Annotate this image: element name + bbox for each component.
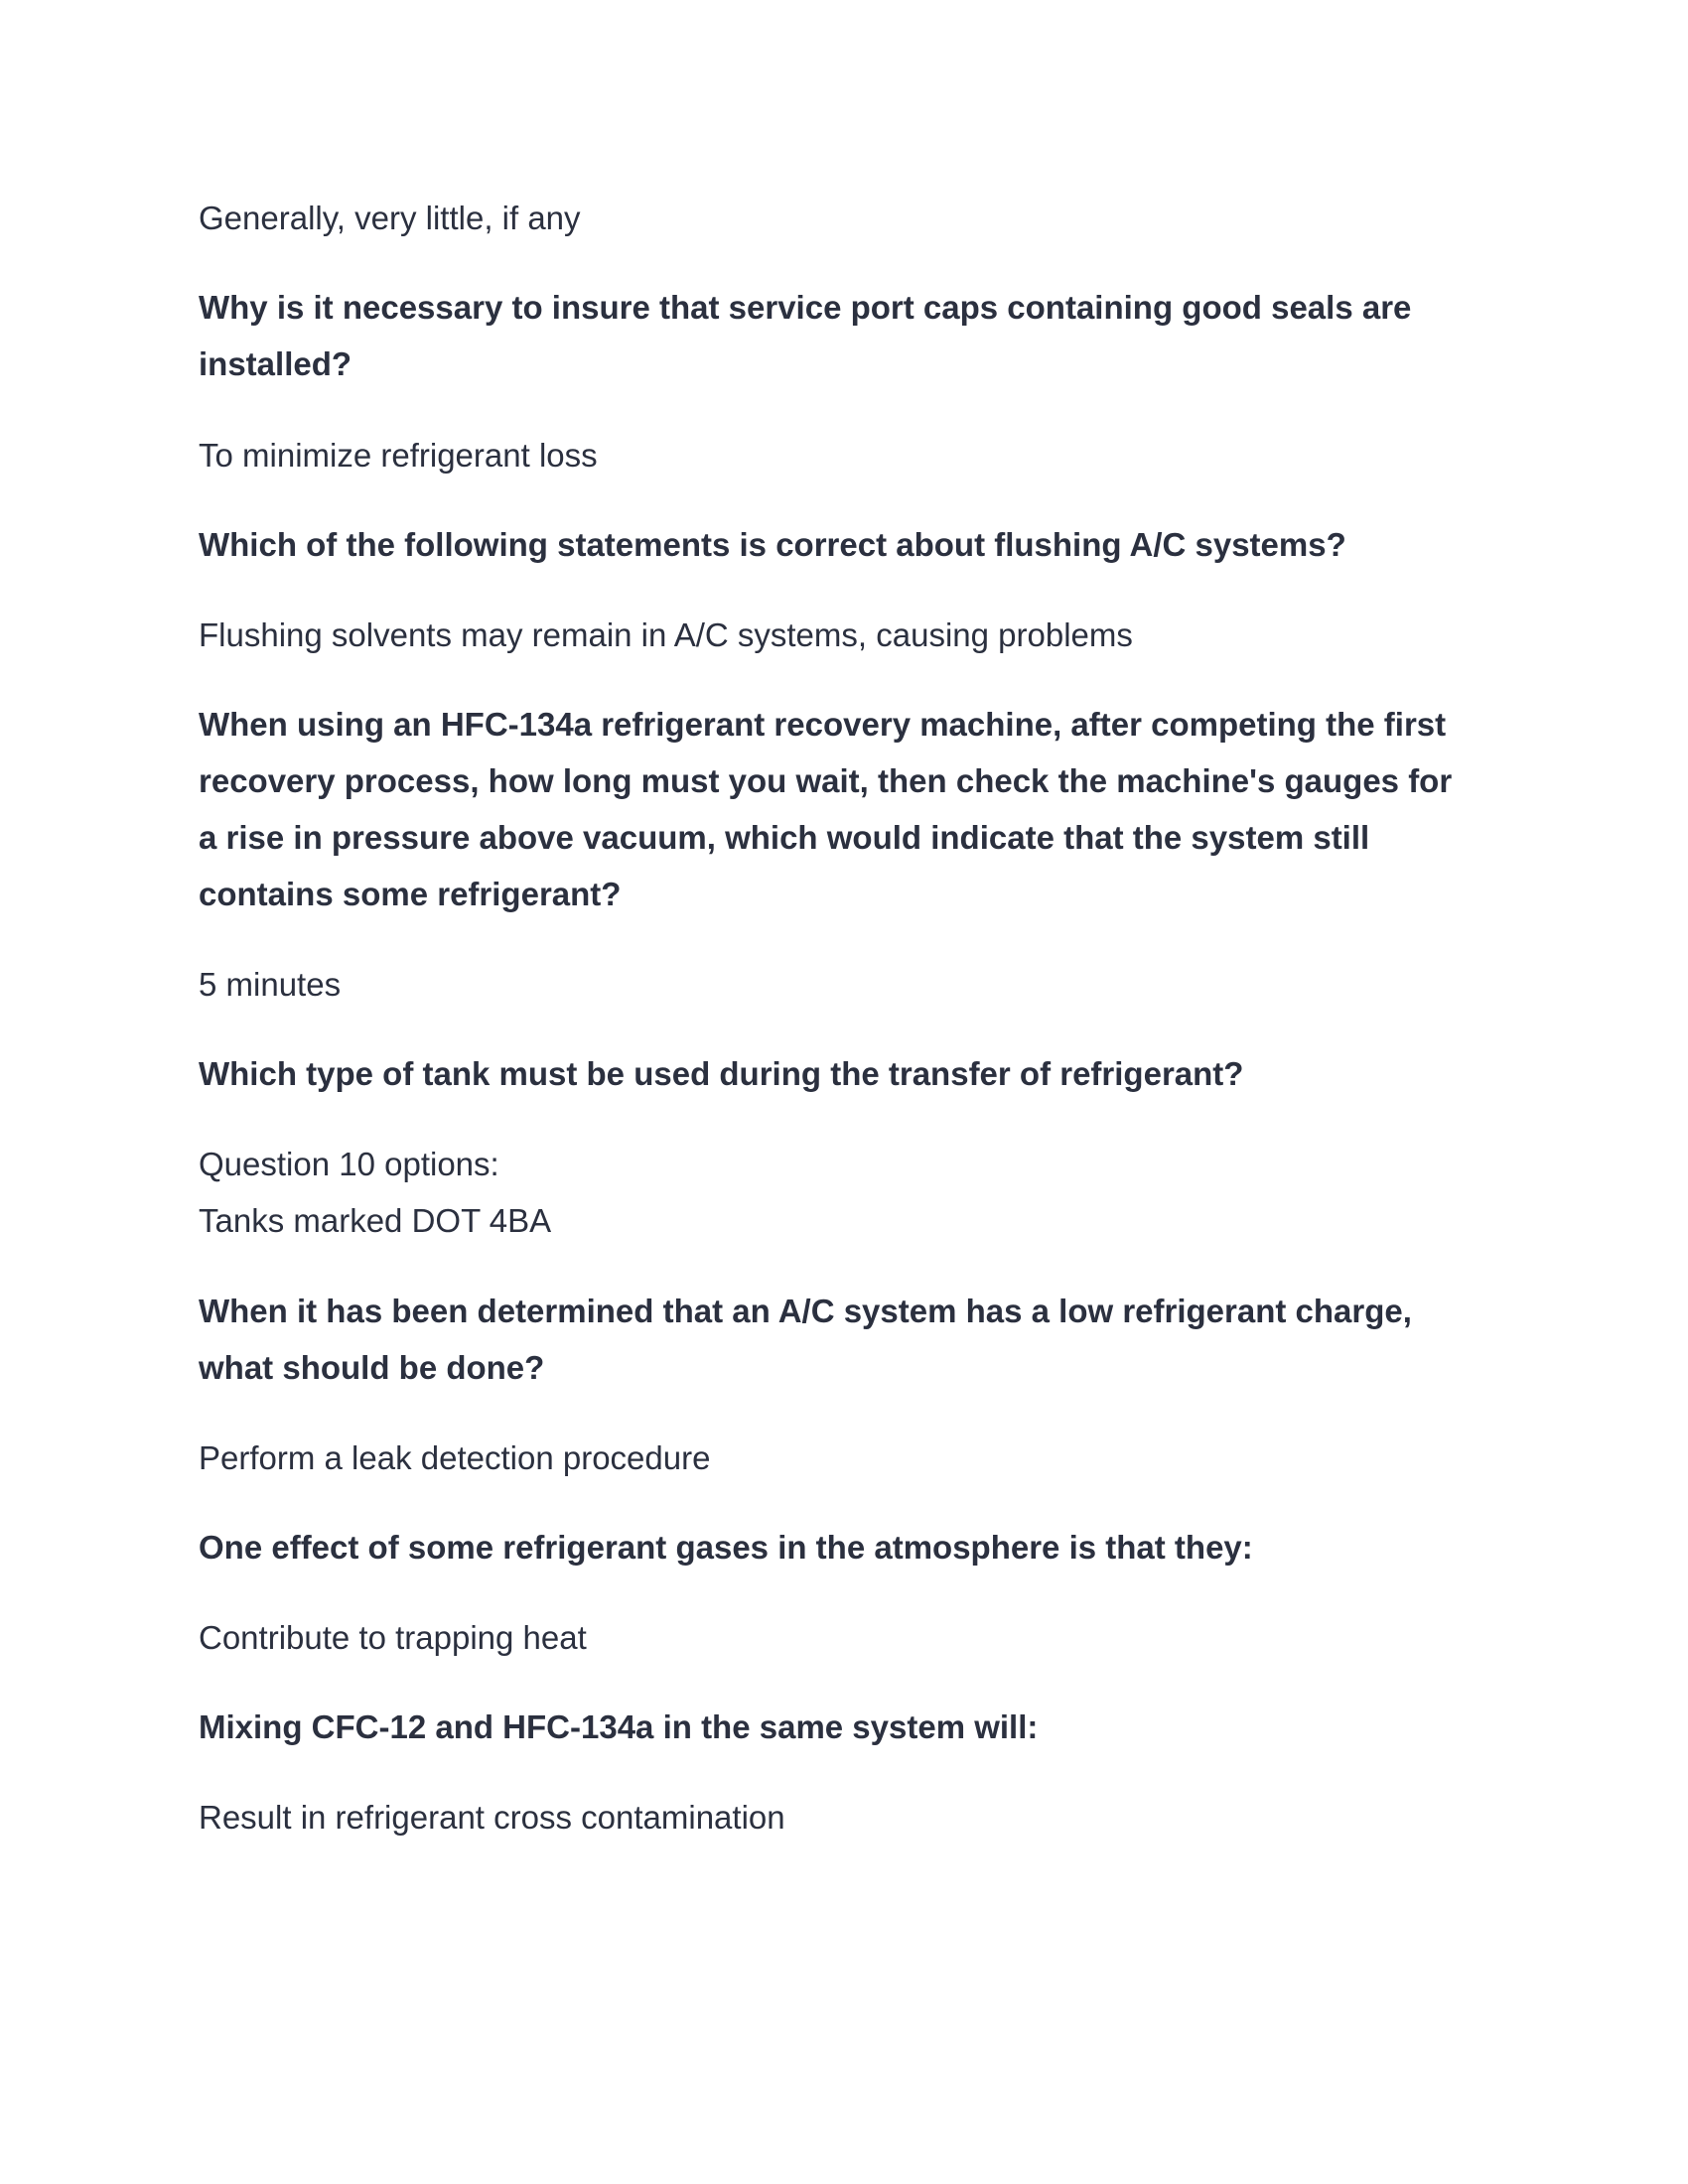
answer-text: Contribute to trapping heat xyxy=(199,1619,587,1656)
answer-text: Flushing solvents may remain in A/C systems, causing problems xyxy=(199,616,1133,653)
answer-text: Result in refrigerant cross contamination xyxy=(199,1799,785,1836)
question-text: recovery process, how long must you wait, then check the machine's gauges for xyxy=(199,762,1453,799)
answer-text: Perform a leak detection procedure xyxy=(199,1439,711,1476)
answer-text: 5 minutes xyxy=(199,966,342,1003)
question-text: what should be done? xyxy=(199,1349,545,1386)
question-text: When it has been determined that an A/C system has a low refrigerant charge, xyxy=(199,1293,1412,1329)
question-text: contains some refrigerant? xyxy=(199,876,622,912)
question-text: One effect of some refrigerant gases in the atmosphere is that they: xyxy=(199,1529,1253,1566)
question-text: Which type of tank must be used during the transfer of refrigerant? xyxy=(199,1055,1244,1092)
answer-text: Question 10 options: xyxy=(199,1146,499,1182)
question-text: installed? xyxy=(199,345,352,382)
question-text: Mixing CFC-12 and HFC-134a in the same system will: xyxy=(199,1708,1039,1745)
question-text: Which of the following statements is correct about flushing A/C systems? xyxy=(199,526,1346,563)
question-text: a rise in pressure above vacuum, which would indicate that the system still xyxy=(199,819,1370,856)
answer-text: Tanks marked DOT 4BA xyxy=(199,1202,552,1239)
question-text: Why is it necessary to insure that service port caps containing good seals are xyxy=(199,289,1412,326)
answer-text: To minimize refrigerant loss xyxy=(199,437,598,474)
answer-text: Generally, very little, if any xyxy=(199,200,581,236)
question-text: When using an HFC-134a refrigerant recovery machine, after competing the first xyxy=(199,706,1447,743)
